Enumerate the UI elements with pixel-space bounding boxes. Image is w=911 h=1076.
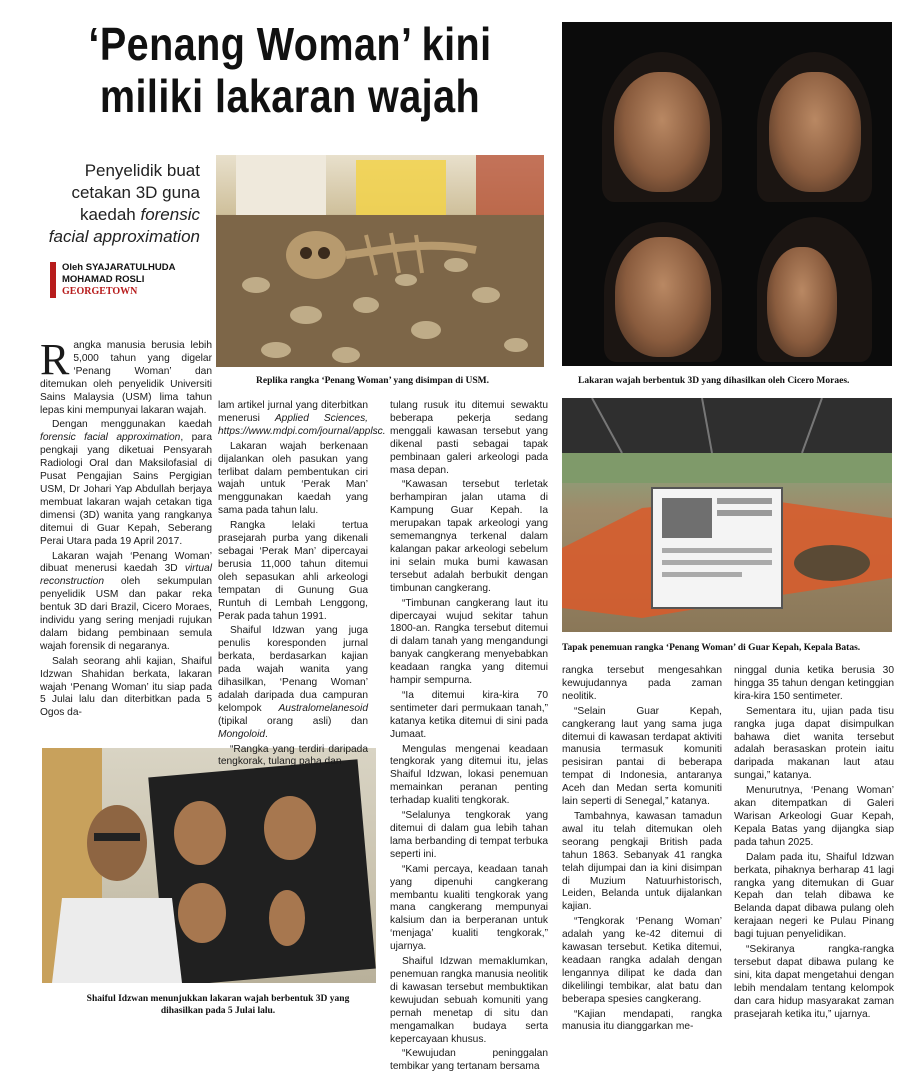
caption-site: Tapak penemuan rangka ‘Penang Woman’ di Guar Kepah, Kepala Batas. — [562, 643, 861, 653]
site-photo — [562, 398, 892, 632]
paragraph: Menurutnya, ‘Penang Woman’ akan ditempatkan di Galeri Warisan Arkeologi Guar Kepah, Kepala Batas yang dijangka siap pada tahun 2025. — [734, 785, 894, 848]
paragraph: Lakaran wajah berkenaan dijalankan oleh pasukan yang terlibat dalam pembentukan ciri wajah untuk ‘Perak Man’ menggunakan kaedah yang sama pada tahun lalu. — [218, 440, 368, 517]
paragraph: Rangka manusia berusia lebih 5,000 tahun yang digelar ‘Penang Woman’ dan ditemukan oleh penyelidik Universiti Sains Malaysia (USM) lima tahun lepas kini mempunyai lakaran wajah. — [40, 335, 212, 416]
paragraph: Salah seorang ahli kajian, Shaiful Idzwan Shahidan berkata, lakaran wajah ‘Penang Woman’ itu siap pada 5 Julai lalu dan diterbitkan pada 5 Ogos da- — [40, 655, 212, 719]
paragraph: ninggal dunia ketika berusia 30 hingga 35 tahun dengan ketinggian kira-kira 150 sentimeter. — [734, 665, 894, 702]
paragraph: Shaiful Idzwan memaklumkan, penemuan rangka manusia neolitik di kawasan tersebut membuktikan kewujudan sebuah komuniti yang pernah menetap di situ dan mengamalkan budaya serta kepercayaan khusus. — [390, 956, 549, 1045]
headline — [66, 18, 513, 122]
paragraph: rangka tersebut mengesahkan kewujudannya pada zaman neolitik. — [562, 665, 722, 702]
paragraph: “Rangka yang terdiri daripada tengkorak, tulang paha dan — [218, 743, 368, 768]
paragraph: “Kewujudan peninggalan tembikar yang tertanam bersama — [390, 1048, 548, 1073]
deck-line: kaedah forensic — [79, 205, 200, 224]
byline — [50, 262, 222, 298]
paragraph: “Timbunan cangkerang laut itu dipercayai wujud sekitar tahun 1800-an. Rangka tersebut ditemui di dalam tanah yang mengandungi banyak cangkerang menyebabkan keadaan rangka yang ditemui hampir sempurna. — [390, 597, 548, 687]
paragraph: “Sekiranya rangka-rangka tersebut dapat dibawa pulang ke sini, kita dapat mengetahui dengan lebih mendalam tentang kelompok dan cara hidup masyarakat zaman prasejarah ketika itu,” ujarnya. — [734, 944, 894, 1020]
paragraph: Lakaran wajah ‘Penang Woman’ dibuat menerusi kaedah 3D virtual reconstruction oleh sekumpulan penyelidik USM dan pakar reka bentuk 3D dari Brazil, Cicero Moraes, individu yang sering menjadi rujukan dalam bidang pembinaan semula wajah forensik di negaranya. — [40, 550, 212, 652]
paragraph: Mengulas mengenai keadaan tengkorak yang ditemui itu, jelas Shaiful Idzwan, lokasi penemuan memainkan peranan penting terhadap kualiti tengkorak. — [390, 743, 548, 807]
author-name: Oleh SYAJARATULHUDA — [62, 262, 176, 273]
article-column-1 — [40, 335, 212, 722]
paragraph: Rangka lelaki tertua prasejarah purba yang dikenali sebagai ‘Perak Man’ dipercayai berusia 11,000 tahun ditemui oleh sepasukan ahli arkeologi tempatan di Gunung Gua Runtuh di Lembah Lenggong, Perak pada tahun 1991. — [218, 520, 368, 622]
paragraph: “Kajian mendapati, rangka manusia itu dianggarkan me- — [562, 1008, 722, 1033]
deck-line: Penyelidik buat — [84, 161, 200, 180]
drop-cap: R — [40, 335, 70, 384]
paragraph: “Tengkorak ‘Penang Woman’ adalah yang ke-42 ditemui di kawasan tersebut. Ketika ditemui, keadaan rangka adalah dengan lengannya dilipat ke dada dan dikelilingi tembikar, alat batu dan beberapa spesies cangkerang. — [562, 916, 722, 1005]
paragraph: Dengan menggunakan kaedah forensic facial approximation, para pengkaji yang diketuai Pensyarah Radiologi Oral dan Maksilofasial di Pusat Pengajian Sains Pergigian USM, Dr Johari Yap Abdullah berjaya membuat lakaran wajah cetakan tiga dimensi (3D) wanita yang rangkanya ditemui di Guar Kepah, Seberang Perai Utara pada 19 April 2017. — [40, 419, 212, 547]
headline-line-1: ‘Penang Woman’ kini — [88, 18, 492, 70]
paragraph: Sementara itu, ujian pada tisu rangka juga dapat disimpulkan bahawa diet wanita tersebut adalah berasaskan protein iaitu daripada makanan laut atau sungai,” katanya. — [734, 705, 894, 782]
paragraph: Tambahnya, kawasan tamadun awal itu telah ditemukan oleh seorang pengkaji British pada tahun 1863. Sebanyak 41 rangka telah dijumpai dan ia kini disimpan di Muzium Natuurhistorisch, Leiden, Belanda untuk dijalankan kajian. — [562, 810, 722, 913]
faces-3d-photo — [562, 22, 892, 366]
deck — [40, 160, 200, 248]
paragraph: Shaiful Idzwan yang juga penulis koresponden jurnal berkata, berdasarkan kajian pada wajah wanita yang dihasilkan, ‘Penang Woman’ adalah daripada dua campuran kelompok Australomelanesoid (tipikal orang asli) dan Mongoloid. — [218, 625, 368, 740]
paragraph: “Kawasan tersebut terletak berhampiran jalan utama di Kampung Guar Kepah. Ia merupakan tapak arkeologi yang sememangnya terkenal dalam kalangan pakar arkeologi sebelum ini selain muka bumi kawasan tersebut adalah berbukit dengan timbunan cangkerang. — [390, 479, 548, 594]
paragraph: lam artikel jurnal yang diterbitkan menerusi Applied Sciences, https://www.mdpi.com/journal/applsc. — [218, 400, 386, 437]
deck-line: cetakan 3D guna — [71, 183, 200, 202]
author-name: MOHAMAD ROSLI — [62, 274, 145, 285]
article-column-3 — [390, 400, 548, 1076]
person-photo — [42, 748, 376, 983]
article-column-4 — [562, 665, 722, 1036]
paragraph: Dalam pada itu, Shaiful Idzwan berkata, pihaknya berharap 41 lagi rangka yang ditemukan di Guar Kepah dan telah dibawa ke Belanda dapat dibawa pulang oleh kerajaan negeri ke Pulau Pinang bagi tujuan penyelidikan. — [734, 851, 894, 941]
caption-person: Shaiful Idzwan menunjukkan lakaran wajah berbentuk 3D yang dihasilkan pada 5 Julai lalu. — [86, 994, 350, 1016]
caption-skeleton: Replika rangka ‘Penang Woman’ yang disimpan di USM. — [256, 376, 489, 386]
article-column-5 — [734, 665, 894, 1023]
caption-faces: Lakaran wajah berbentuk 3D yang dihasilkan oleh Cicero Moraes. — [578, 376, 850, 386]
skeleton-photo — [216, 155, 544, 367]
paragraph: “Ia ditemui kira-kira 70 sentimeter dari permukaan tanah,” katanya ketika ditemui di sini pada Jumaat. — [390, 689, 548, 740]
article-column-2 — [218, 400, 386, 771]
paragraph: tulang rusuk itu ditemui sewaktu beberapa pekerja sedang menggali kawasan tersebut yang dikenal pasti sebagai tapak pembinaan galeri arkeologi pada masa depan. — [390, 400, 548, 476]
paragraph: “Selalunya tengkorak yang ditemui di dalam gua lebih tahan lama berbanding di tempat terbuka seperti ini. — [390, 810, 548, 860]
paragraph: “Kami percaya, keadaan tanah yang dipenuhi cangkerang membantu kualiti tengkorak yang mana cangkerang mempunyai kalsium dan ia berperanan untuk ‘menjaga’ kualiti tengkorak,” ujarnya. — [390, 863, 548, 953]
deck-line: facial approximation — [48, 227, 200, 246]
headline-line-2: miliki lakaran wajah — [99, 70, 481, 122]
paragraph: “Selain Guar Kepah, cangkerang laut yang sama juga ditemui di kawasan terdapat aktiviti manusia termasuk komuniti pesisiran pantai di beberapa tempat di Indonesia, antaranya Aceh dan Medan serta komuniti lain seperti di Senegal,” katanya. — [562, 705, 722, 808]
dateline-location: GEORGETOWN — [62, 286, 138, 297]
